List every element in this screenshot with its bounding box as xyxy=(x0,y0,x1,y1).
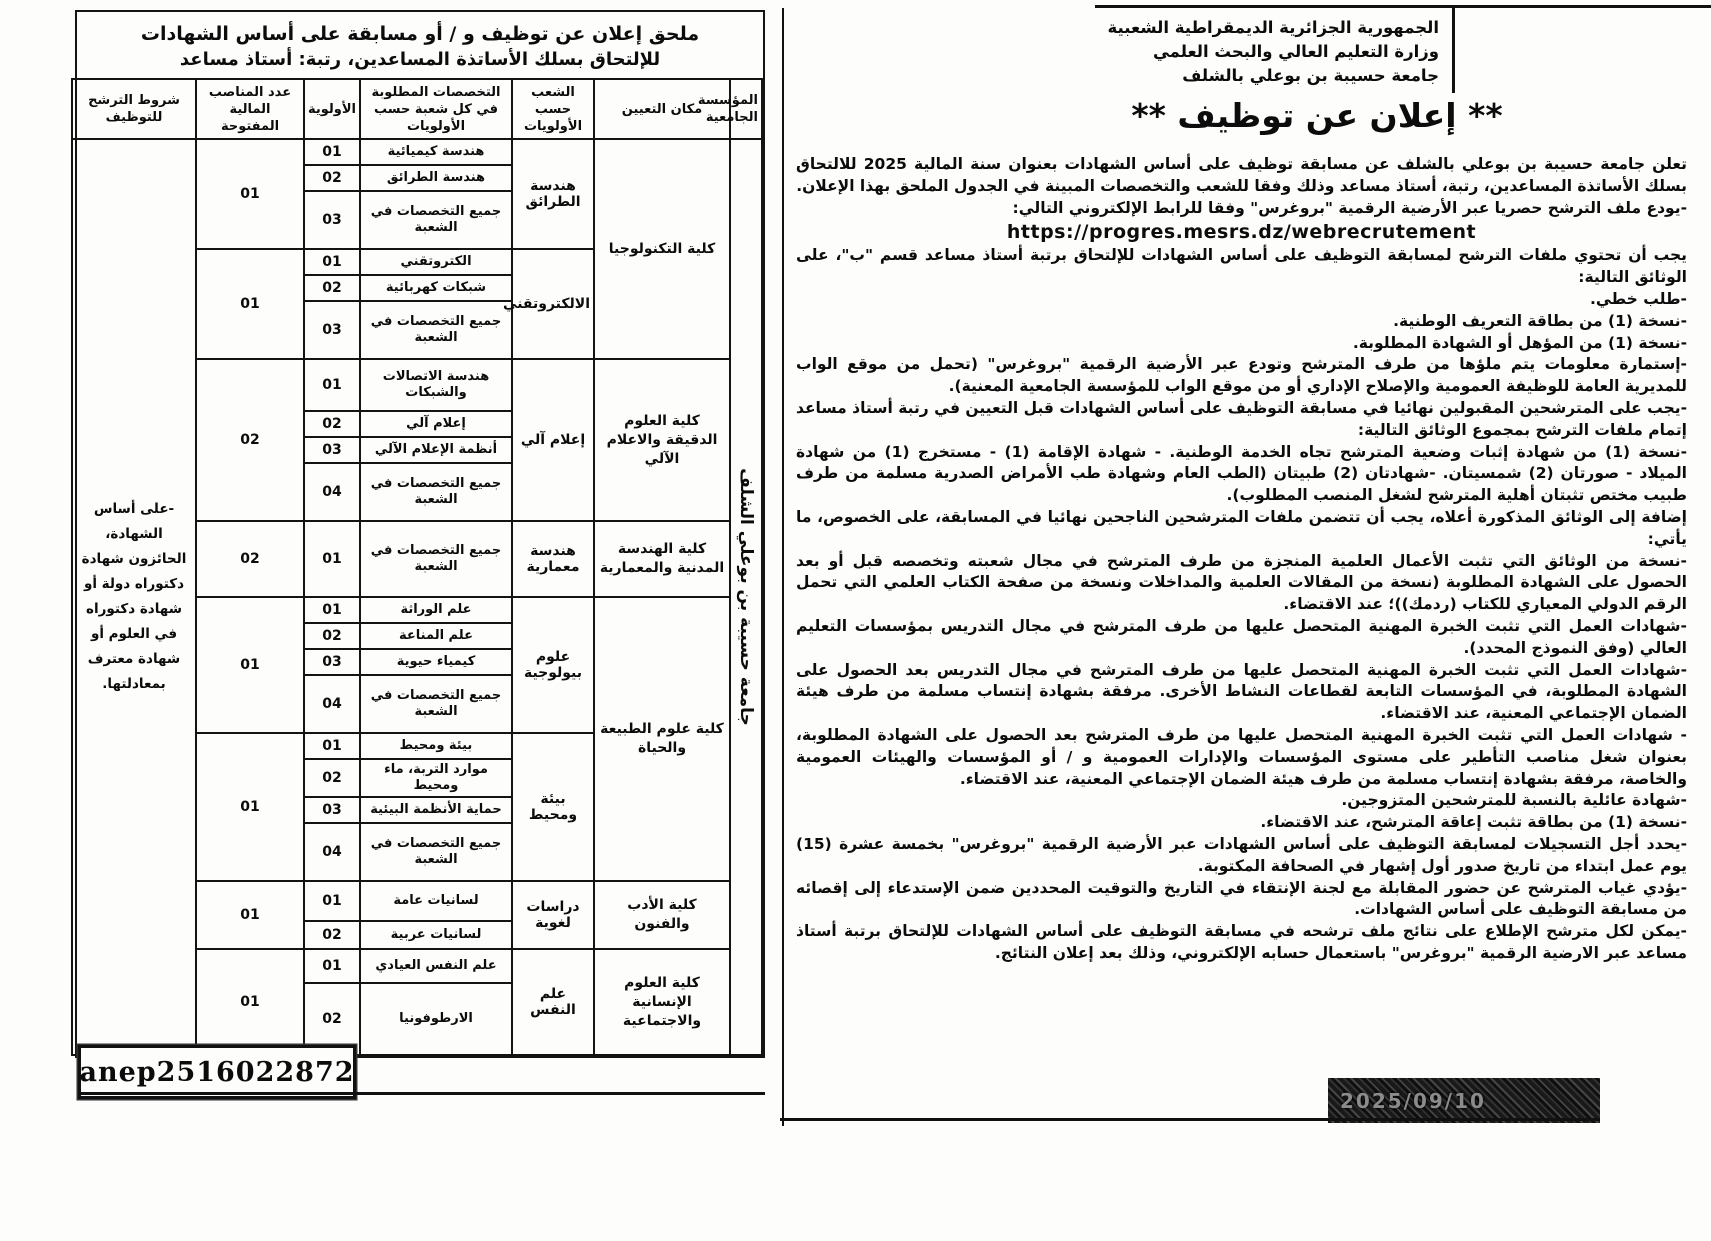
col-header-priority: الأولوية xyxy=(304,79,360,139)
priority-cell: 03 xyxy=(304,797,360,823)
paragraph: -نسخة (1) من بطاقة تثبت إعاقة المترشح، عند الاقتضاء. xyxy=(1260,813,1687,832)
specialty-cell: جميع التخصصات في الشعبة xyxy=(360,521,512,597)
specialty-cell: جميع التخصصات في الشعبة xyxy=(360,191,512,249)
priority-cell: 02 xyxy=(304,275,360,301)
anep-reference-box: anep2516022872 xyxy=(78,1045,356,1099)
priority-cell: 04 xyxy=(304,823,360,881)
paragraph: -يحدد أجل التسجيلات لمسابقة التوظيف على أساس الشهادات عبر الأرضية الرقمية "بروغرس" بخمسة عشرة (15) يوم عمل ابتداء من تاريخ صدور أول إشهار في الصحافة المكتوبة. xyxy=(796,834,1687,875)
priority-cell: 01 xyxy=(304,521,360,597)
posts-cell: 01 xyxy=(196,733,304,881)
specialty-cell: جميع التخصصات في الشعبة xyxy=(360,301,512,359)
specialty-cell: الارطوفونيا xyxy=(360,983,512,1055)
priority-cell: 01 xyxy=(304,733,360,759)
gov-header-line-ministry: وزارة التعليم العالي والبحث العلمي xyxy=(1152,42,1439,61)
col-header-university: المؤسسة الجامعية xyxy=(730,79,762,139)
gov-header-line-university: جامعة حسيبة بن بوعلي بالشلف xyxy=(1182,66,1439,85)
paragraph: إضافة إلى الوثائق المذكورة أعلاه، يجب أن تتضمن ملفات المترشحين الناجحين نهائيا في المسابقة، على الخصوص، ما يأتي: xyxy=(796,507,1687,548)
faculty-cell: كلية علوم الطبيعة والحياة xyxy=(594,597,730,881)
priority-cell: 03 xyxy=(304,191,360,249)
paragraph: -يؤدي غياب المترشح عن حضور المقابلة مع لجنة الإنتقاء في التاريخ والتوقيت المحددين ضمن الإستدعاء إلى إقصائه من مسابقة التوظيف على أساس الشهادات. xyxy=(796,878,1687,919)
annex-table-panel xyxy=(75,10,765,1058)
paragraph: -شهادات العمل التي تثبت الخبرة المهنية المتحصل عليها من طرف المترشح في مجال التدريس بمؤسسات التعليم العالي (وفق النموذج المحدد). xyxy=(796,616,1687,657)
priority-cell: 04 xyxy=(304,463,360,521)
posts-cell: 01 xyxy=(196,139,304,249)
faculty-cell: كلية الأدب والفنون xyxy=(594,881,730,949)
bottom-rule-left xyxy=(78,1092,765,1095)
priority-cell: 01 xyxy=(304,597,360,623)
priority-cell: 02 xyxy=(304,165,360,191)
recruitment-url: https://progres.mesrs.dz/webrecrutement xyxy=(1006,221,1477,244)
specialty-cell: جميع التخصصات في الشعبة xyxy=(360,675,512,733)
government-header xyxy=(1108,16,1439,88)
posts-cell: 01 xyxy=(196,249,304,359)
priority-cell: 03 xyxy=(304,649,360,675)
annex-title xyxy=(77,12,763,78)
branch-cell: هندسة معمارية xyxy=(512,521,594,597)
branch-cell: علوم بيولوجية xyxy=(512,597,594,733)
priority-cell: 01 xyxy=(304,949,360,983)
paragraph: -شهادة عائلية بالنسبة للمترشحين المتزوجين. xyxy=(1341,791,1687,810)
specialty-cell: هندسة الاتصالات والشبكات xyxy=(360,359,512,411)
priority-cell: 02 xyxy=(304,983,360,1055)
announcement-panel xyxy=(782,8,1697,1126)
paragraph: -يمكن لكل مترشح الإطلاع على نتائج ملف ترشحه في مسابقة التوظيف على أساس الشهادات للإلتحاق برتبة أستاذ مساعد عبر الارضية الرقمية "بروغرس" باستعمال حسابه الإلكتروني، وذلك بعد إعلان النتائج. xyxy=(796,922,1687,962)
positions-table xyxy=(71,78,763,1056)
branch-cell: بيئة ومحيط xyxy=(512,733,594,881)
priority-cell: 02 xyxy=(304,921,360,949)
university-cell xyxy=(730,139,762,1055)
positions-table-body xyxy=(72,139,762,1055)
paragraph: تعلن جامعة حسيبة بن بوعلي بالشلف عن مسابقة توظيف على أساس الشهادات بعنوان سنة المالية 2025 للالتحاق بسلك الأساتذة المساعدين، رتبة، أستاذ مساعد وذلك وفقا للشعب والتخصصات المبينة في الجدول الملحق بهذا الإعلان. xyxy=(796,155,1687,195)
specialty-cell: إعلام آلي xyxy=(360,411,512,437)
table-header-row xyxy=(72,79,762,139)
col-header-posts: عدد المناصب المالية المفتوحة xyxy=(196,79,304,139)
posts-cell: 01 xyxy=(196,949,304,1055)
paragraph: -إستمارة معلومات يتم ملؤها من طرف المترشح وتودع عبر الأرضية الرقمية "بروغرس" (تحمل من موقع الواب للمديرية العامة للوظيفة العمومية والإصلاح الإداري أو من موقع الواب للمؤسسة الجامعية المعنية). xyxy=(796,355,1687,396)
faculty-cell: كلية العلوم الإنسانية والاجتماعية xyxy=(594,949,730,1055)
branch-cell: إعلام آلي xyxy=(512,359,594,521)
specialty-cell: جميع التخصصات في الشعبة xyxy=(360,463,512,521)
col-header-branches: الشعب حسب الأولويات xyxy=(512,79,594,139)
specialty-cell: موارد التربة، ماء ومحيط xyxy=(360,759,512,797)
date-stamp: 2025/09/10 xyxy=(1328,1078,1600,1123)
specialty-cell: لسانيات عربية xyxy=(360,921,512,949)
specialty-cell: علم الوراثة xyxy=(360,597,512,623)
paragraph: -نسخة (1) من شهادة إثبات وضعية المترشح تجاه الخدمة الوطنية. - شهادة الإقامة (1) - مستخرج (1) من شهادة الميلاد - صورتان (2) شمسيتان. -شهادتان (2) طبيتان (الطب العام وشهادة طب الأمراض الصدرية مسلمة من طرف طبيب مختص تثبتان أهلية المترشح لشغل المنصب المطلوب). xyxy=(796,442,1688,505)
paragraph: -طلب خطي. xyxy=(1589,289,1687,308)
specialty-cell: شبكات كهربائية xyxy=(360,275,512,301)
gov-header-line-republic: الجمهورية الجزائرية الديمقراطية الشعبية xyxy=(1107,18,1439,37)
specialty-cell: بيئة ومحيط xyxy=(360,733,512,759)
branch-cell: الالكتروتقني xyxy=(512,249,594,359)
col-header-conditions: شروط الترشح للتوظيف xyxy=(72,79,196,139)
faculty-cell: كلية الهندسة المدنية والمعمارية xyxy=(594,521,730,597)
specialty-cell: حماية الأنظمة البيئية xyxy=(360,797,512,823)
table-row xyxy=(72,139,762,165)
conditions-cell: -على أساس الشهادة، الحائزون شهادة دكتوراه دولة أو شهادة دكتوراه في العلوم أو شهادة معترف بمعادلتها. xyxy=(72,139,196,1055)
branch-cell: هندسة الطرائق xyxy=(512,139,594,249)
paragraph: - شهادات العمل التي تثبت الخبرة المهنية المتحصل عليها من طرف المترشح بعد الحصول على الشهادة المطلوبة، بعنوان شغل مناصب التأطير على مستوى المؤسسات والإدارات العمومية و / أو المؤسسات والهيئات العمومية والخاصة، مرفقة بشهادة إنتساب مسلمة من طرف هيئة الضمان الإجتماعي المعنية، عند الاقتضاء. xyxy=(796,725,1687,788)
posts-cell: 01 xyxy=(196,597,304,733)
branch-cell: علم النفس xyxy=(512,949,594,1055)
specialty-cell: علم المناعة xyxy=(360,623,512,649)
announcement-title: ** إعلان عن توظيف ** xyxy=(1131,96,1503,135)
paragraph: يجب أن تحتوي ملفات الترشح لمسابقة التوظيف على أساس الشهادات للإلتحاق برتبة أستاذ مساعد قسم "ب"، على الوثائق التالية: xyxy=(796,246,1687,287)
priority-cell: 04 xyxy=(304,675,360,733)
announcement-body xyxy=(796,154,1687,965)
paragraph: -نسخة (1) من المؤهل أو الشهادة المطلوبة. xyxy=(1352,333,1687,352)
paragraph: -نسخة (1) من بطاقة التعريف الوطنية. xyxy=(1393,311,1687,330)
col-header-specialties: التخصصات المطلوبة في كل شعبة حسب الأولويات xyxy=(360,79,512,139)
paragraph: -شهادات العمل التي تثبت الخبرة المهنية المتحصل عليها من طرف المترشح في مجال التدريس بعد الحصول على الشهادة المطلوبة، في المؤسسات التابعة لقطاعات النشاط الأخرى. مرفقة بشهادة إنتساب مسلمة من طرف هيئة الضمان الإجتماعي المعنية، عند الاقتضاء. xyxy=(796,660,1687,723)
priority-cell: 03 xyxy=(304,437,360,463)
specialty-cell: علم النفس العيادي xyxy=(360,949,512,983)
university-vertical-label: جامعة حسيبة بن بوعلي الشلف xyxy=(736,468,756,726)
col-header-location: مكان التعيين xyxy=(594,79,730,139)
annex-title-line2: للإلتحاق بسلك الأساتذة المساعدين، رتبة: أستاذ مساعد xyxy=(179,49,661,70)
specialty-cell: جميع التخصصات في الشعبة xyxy=(360,823,512,881)
priority-cell: 01 xyxy=(304,881,360,921)
specialty-cell: هندسة الطرائق xyxy=(360,165,512,191)
priority-cell: 02 xyxy=(304,759,360,797)
priority-cell: 01 xyxy=(304,249,360,275)
faculty-cell: كلية التكنولوجيا xyxy=(594,139,730,359)
specialty-cell: أنظمة الإعلام الآلي xyxy=(360,437,512,463)
priority-cell: 03 xyxy=(304,301,360,359)
posts-cell: 02 xyxy=(196,521,304,597)
specialty-cell: الكتروتقني xyxy=(360,249,512,275)
priority-cell: 01 xyxy=(304,139,360,165)
priority-cell: 02 xyxy=(304,411,360,437)
specialty-cell: لسانيات عامة xyxy=(360,881,512,921)
specialty-cell: هندسة كيميائية xyxy=(360,139,512,165)
faculty-cell: كلية العلوم الدقيقة والاعلام الآلي xyxy=(594,359,730,521)
bottom-rule-right xyxy=(780,1118,1600,1121)
specialty-cell: كيمياء حيوية xyxy=(360,649,512,675)
annex-title-line1: ملحق إعلان عن توظيف و / أو مسابقة على أساس الشهادات xyxy=(140,23,700,45)
paragraph: -يجب على المترشحين المقبولين نهائيا في مسابقة التوظيف على أساس الشهادات قبل التعيين في رتبة أستاذ مساعد إتمام ملفات الترشح بمجموع الوثائق التالية: xyxy=(796,398,1687,439)
priority-cell: 01 xyxy=(304,359,360,411)
paragraph: -يودع ملف الترشح حصريا عبر الأرضية الرقمية "بروغرس" وفقا للرابط الإلكتروني التالي: xyxy=(1012,198,1687,217)
paragraph: -نسخة من الوثائق التي تثبت الأعمال العلمية المنجزة من طرف المترشح في مجال شعبته وتخصصه قبل أو بعد الحصول على الشهادة المطلوبة (نسخة من المقالات العلمية والمداخلات ونسخة من صفحة الكتاب العلمي التي تحمل الرقم الدولي المعياري للكتاب (ردمك))؛ عند الاقتضاء. xyxy=(796,551,1687,614)
branch-cell: دراسات لغوية xyxy=(512,881,594,949)
posts-cell: 02 xyxy=(196,359,304,521)
priority-cell: 02 xyxy=(304,623,360,649)
posts-cell: 01 xyxy=(196,881,304,949)
